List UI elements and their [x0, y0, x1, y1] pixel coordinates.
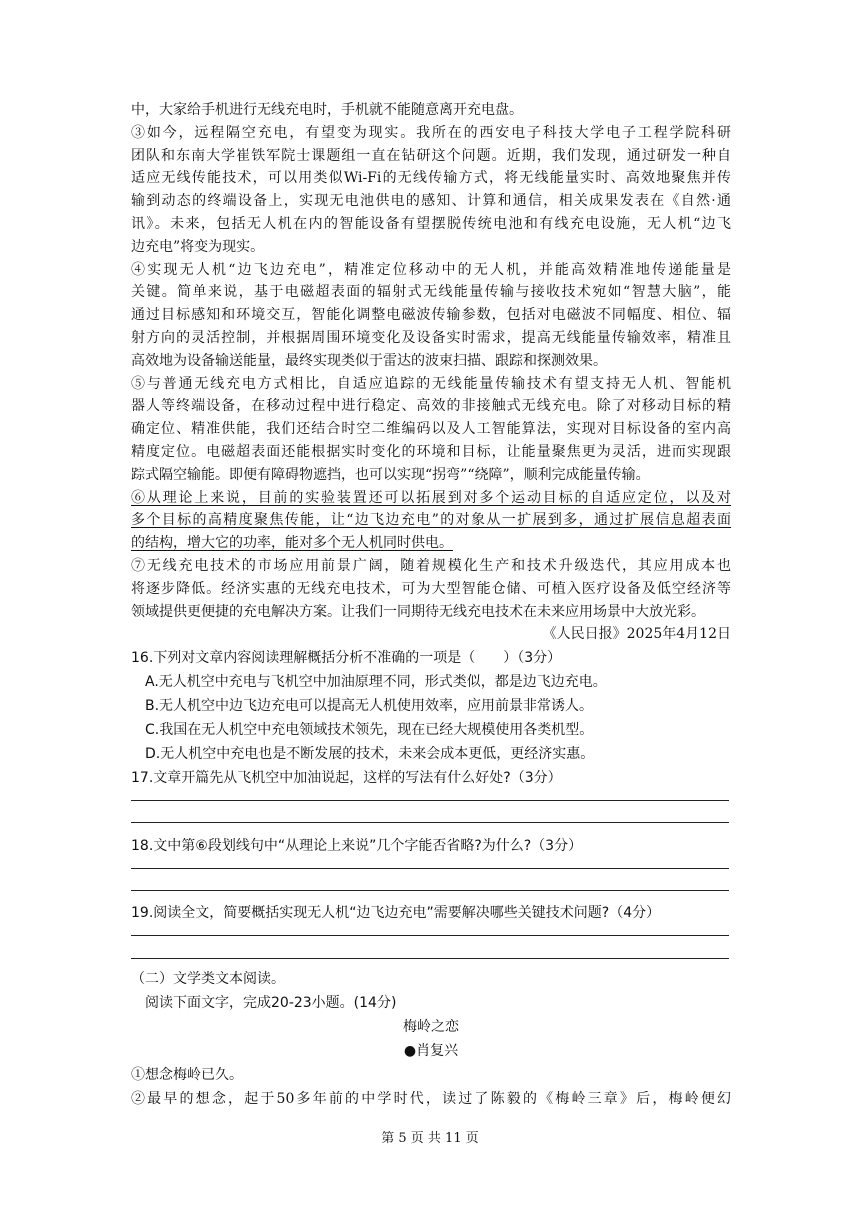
paragraph-4-line: ④实现无人机“边飞边充电”，精准定位移动中的无人机，并能高效精准地传递能量是 [131, 261, 731, 278]
story-title: 梅岭之恋 [403, 1019, 459, 1035]
section-2-instruction: 阅读下面文字，完成20-23小题。(14分) [145, 995, 397, 1011]
section-2-heading: （二）文学类文本阅读。 [131, 971, 285, 987]
paragraph-7-line: 将逐步降低。经济实惠的无线充电技术，可为大型智能仓储、可植入医疗设备及低空经济等 [131, 580, 731, 597]
answer-line-q17[interactable] [131, 800, 729, 801]
paragraph-7-line: ⑦无线充电技术的市场应用前景广阔，随着规模化生产和技术升级迭代，其应用成本也 [131, 558, 731, 574]
page-footer: 第 5 页 共 11 页 [381, 1131, 479, 1146]
story-paragraph-2: ②最早的想念，起于50多年前的中学时代，读过了陈毅的《梅岭三章》后，梅岭便幻 [131, 1091, 731, 1107]
paragraph-3-line: 输到动态的终端设备上，实现无电池供电的感知、计算和通信，相关成果发表在《自然·通 [131, 193, 731, 210]
paragraph-4-line: 通过目标感知和环境交互，智能化调整电磁波传输参数，包括对电磁波不同幅度、相位、辐 [131, 307, 731, 324]
paragraph-5-line: 精度定位。电磁超表面还能根据实时变化的环境和目标，让能量聚焦更为灵活，进而实现跟 [131, 444, 731, 460]
answer-line-q17[interactable] [131, 822, 729, 823]
article-source: 《人民日报》2025年4月12日 [542, 626, 731, 642]
question-16-option-a: A.无人机空中充电与飞机空中加油原理不同，形式类似，都是边飞边充电。 [145, 674, 607, 690]
paragraph-4-line: 射方向的灵活控制，并根据周围环境变化及设备实时需求，提高无线能量传输效率，精准且 [131, 330, 731, 346]
question-16-option-b: B.无人机空中边飞边充电可以提高无人机使用效率，应用前景非常诱人。 [145, 698, 594, 714]
question-16-stem: 16.下列对文章内容阅读理解概括分析不准确的一项是（ ）（3分） [131, 650, 562, 666]
story-author: ●肖复兴 [403, 1043, 459, 1059]
paragraph-6-underlined-line: ⑥从理论上来说，目前的实验装置还可以拓展到对多个运动目标的自适应定位，以及对 [131, 489, 731, 506]
paragraph-7-line: 领域提供更便捷的充电解决方案。让我们一同期待无线充电技术在未来应用场景中大放光彩。 [131, 603, 705, 620]
paragraph-continuation: 中，大家给手机进行无线充电时，手机就不能随意离开充电盘。 [131, 102, 523, 118]
paragraph-3-line: 讯》。未来，包括无人机在内的智能设备有望摆脱传统电池和有线充电设施，无人机“边飞 [131, 216, 731, 232]
paragraph-6-underlined-line: 的结构，增大它的功率，能对多个无人机同时供电。 [131, 535, 453, 552]
paragraph-5-line: 确定位、精准供能，我们还结合时空二维编码以及人工智能算法，实现对目标设备的室内高 [131, 421, 731, 438]
story-paragraph-1: ①想念梅岭已久。 [131, 1067, 243, 1083]
answer-line-q19[interactable] [131, 958, 729, 959]
question-17-stem: 17.文章开篇先从飞机空中加油说起，这样的写法有什么好处?（3分） [131, 770, 562, 786]
question-19-stem: 19.阅读全文，简要概括实现无人机“边飞边充电”需要解决哪些关键技术问题?（4分） [131, 905, 661, 921]
answer-line-q18[interactable] [131, 868, 729, 869]
paragraph-4-line: 关键。简单来说，基于电磁超表面的辐射式无线能量传输与接收技术宛如“智慧大脑”，能 [131, 284, 731, 301]
paragraph-3-line: 边充电”将变为现实。 [131, 238, 265, 255]
paragraph-5-line: 器人等终端设备，在移动过程中进行稳定、高效的非接触式无线充电。除了对移动目标的精 [131, 398, 731, 415]
paragraph-5-line: 踪式隔空输能。即便有障碍物遮挡，也可以实现“拐弯”“绕障”，顺利完成能量传输。 [131, 466, 650, 483]
question-18-stem: 18.文中第⑥段划线句中“从理论上来说”几个字能否省略?为什么?（3分） [131, 838, 583, 854]
question-16-option-d: D.无人机空中充电也是不断发展的技术，未来会成本更低，更经济实惠。 [145, 746, 595, 762]
answer-line-q19[interactable] [131, 935, 729, 936]
answer-line-q18[interactable] [131, 890, 729, 891]
paragraph-3-line: 适应无线传能技术，可以用类似Wi-Fi的无线传输方式，将无线能量实时、高效地聚焦并传 [131, 170, 731, 187]
question-16-option-c: C.我国在无人机空中充电领域技术领先，现在已经大规模使用各类机型。 [145, 722, 594, 738]
paragraph-6-underlined-line: 多个目标的高精度聚焦传能，让“边飞边充电”的对象从一扩展到多，通过扩展信息超表面 [131, 512, 731, 529]
paragraph-5-line: ⑤与普通无线充电方式相比，自适应追踪的无线能量传输技术有望支持无人机、智能机 [131, 375, 731, 392]
paragraph-3-line: ③如今，远程隔空充电，有望变为现实。我所在的西安电子科技大学电子工程学院科研 [131, 124, 731, 141]
paragraph-3-line: 团队和东南大学崔铁军院士课题组一直在钻研这个问题。近期，我们发现，通过研发一种自 [131, 147, 731, 164]
paragraph-4-line: 高效地为设备输送能量，最终实现类似于雷达的波束扫描、跟踪和探测效果。 [131, 352, 607, 369]
